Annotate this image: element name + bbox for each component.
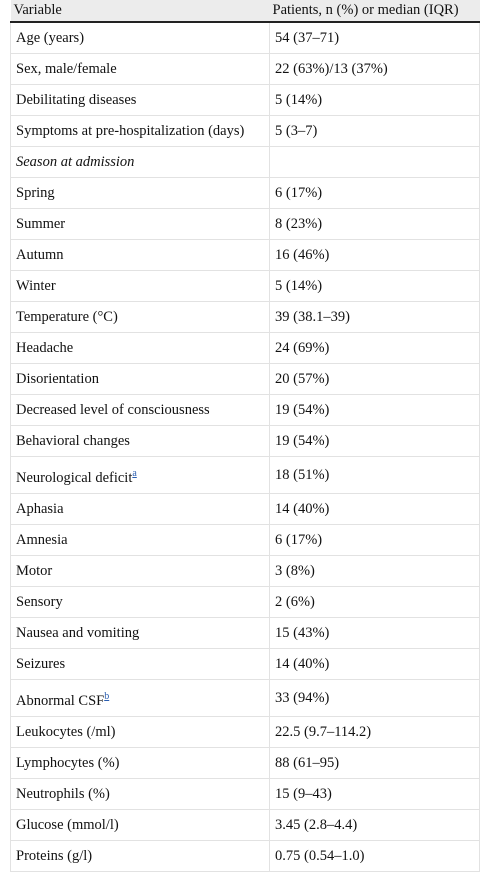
row-value: 24 (69%) xyxy=(270,333,480,364)
row-label-cell xyxy=(11,240,270,271)
table-row xyxy=(11,840,480,871)
row-label: Sex, male/female xyxy=(16,61,117,77)
row-label: Summer xyxy=(16,216,66,232)
table-body xyxy=(11,22,480,871)
table-row xyxy=(11,493,480,524)
row-label-cell xyxy=(11,116,270,147)
row-label: Winter xyxy=(16,278,56,294)
row-value: 39 (38.1–39) xyxy=(270,302,480,333)
row-label-cell xyxy=(11,617,270,648)
row-label: Season at admission xyxy=(16,154,135,170)
row-label: Leukocytes (/ml) xyxy=(16,723,116,740)
table-header-row xyxy=(11,0,480,22)
row-label: Glucose (mmol/l) xyxy=(16,816,119,833)
row-label: Decreased level of consciousness xyxy=(16,402,210,418)
row-label: Autumn xyxy=(16,247,64,263)
header-variable: Variable xyxy=(11,0,270,22)
row-value xyxy=(270,147,480,178)
row-value: 3.45 (2.8–4.4) xyxy=(270,809,480,840)
row-label-cell xyxy=(11,648,270,679)
row-value: 19 (54%) xyxy=(270,395,480,426)
header-patients: Patients, n (%) or median (IQR) xyxy=(270,0,480,22)
table-row xyxy=(11,209,480,240)
table-row xyxy=(11,457,480,494)
table-row xyxy=(11,271,480,302)
table-row xyxy=(11,648,480,679)
row-value: 14 (40%) xyxy=(270,648,480,679)
row-value: 19 (54%) xyxy=(270,426,480,457)
row-label-cell xyxy=(11,493,270,524)
row-value: 15 (9–43) xyxy=(270,778,480,809)
row-label-cell xyxy=(11,209,270,240)
table-row xyxy=(11,85,480,116)
row-value: 16 (46%) xyxy=(270,240,480,271)
row-label-cell xyxy=(11,333,270,364)
table-row xyxy=(11,426,480,457)
row-value: 5 (3–7) xyxy=(270,116,480,147)
row-value: 6 (17%) xyxy=(270,178,480,209)
row-label-cell xyxy=(11,426,270,457)
row-label-cell xyxy=(11,555,270,586)
table-row xyxy=(11,302,480,333)
table-row xyxy=(11,147,480,178)
row-label-cell xyxy=(11,22,270,54)
table-row xyxy=(11,240,480,271)
row-value: 5 (14%) xyxy=(270,271,480,302)
row-value: 14 (40%) xyxy=(270,493,480,524)
table-row xyxy=(11,116,480,147)
row-value: 3 (8%) xyxy=(270,555,480,586)
row-label-cell xyxy=(11,809,270,840)
row-label: Lymphocytes (%) xyxy=(16,754,120,771)
row-value: 88 (61–95) xyxy=(270,747,480,778)
row-label: Seizures xyxy=(16,655,66,672)
row-label: Amnesia xyxy=(16,531,68,548)
row-value: 54 (37–71) xyxy=(270,22,480,54)
table-row xyxy=(11,586,480,617)
table-row xyxy=(11,524,480,555)
table-row xyxy=(11,778,480,809)
row-label-cell xyxy=(11,302,270,333)
table-row xyxy=(11,395,480,426)
row-label: Nausea and vomiting xyxy=(16,624,140,641)
row-value: 15 (43%) xyxy=(270,617,480,648)
row-label-cell xyxy=(11,586,270,617)
table-row xyxy=(11,333,480,364)
table-row xyxy=(11,364,480,395)
row-label-cell xyxy=(11,716,270,747)
row-label-cell xyxy=(11,679,270,716)
table-row xyxy=(11,22,480,54)
row-label-cell xyxy=(11,271,270,302)
row-label: Disorientation xyxy=(16,371,99,387)
table-row xyxy=(11,809,480,840)
table-row xyxy=(11,178,480,209)
row-label-cell xyxy=(11,778,270,809)
row-label: Proteins (g/l) xyxy=(16,847,93,864)
row-label-cell xyxy=(11,178,270,209)
row-label-cell xyxy=(11,395,270,426)
table-row xyxy=(11,54,480,85)
row-value: 5 (14%) xyxy=(270,85,480,116)
table-row xyxy=(11,679,480,716)
row-label-cell xyxy=(11,457,270,494)
row-value: 0.75 (0.54–1.0) xyxy=(270,840,480,871)
row-value: 22.5 (9.7–114.2) xyxy=(270,716,480,747)
row-value: 33 (94%) xyxy=(270,679,480,716)
row-value: 2 (6%) xyxy=(270,586,480,617)
row-label: Behavioral changes xyxy=(16,433,130,449)
row-value: 20 (57%) xyxy=(270,364,480,395)
row-label: Symptoms at pre-hospitalization (days) xyxy=(16,123,245,139)
row-label-cell xyxy=(11,524,270,555)
row-label: Neurological deficit xyxy=(16,469,133,486)
row-value: 8 (23%) xyxy=(270,209,480,240)
row-label: Headache xyxy=(16,340,74,356)
row-label: Aphasia xyxy=(16,500,64,517)
footnote-link[interactable]: a xyxy=(132,468,137,479)
row-label-cell xyxy=(11,840,270,871)
row-label-cell xyxy=(11,85,270,116)
row-label-cell xyxy=(11,364,270,395)
row-label-cell xyxy=(11,147,270,178)
row-label-cell xyxy=(11,54,270,85)
row-label: Neutrophils (%) xyxy=(16,785,110,802)
table-row xyxy=(11,617,480,648)
table-row xyxy=(11,747,480,778)
row-label: Temperature (°C) xyxy=(16,309,118,325)
row-label: Abnormal CSF xyxy=(16,692,105,709)
table-container xyxy=(10,0,479,872)
table-row xyxy=(11,555,480,586)
footnote-link[interactable]: b xyxy=(104,690,110,702)
row-label: Age (years) xyxy=(16,30,85,46)
row-label-cell xyxy=(11,747,270,778)
row-value: 18 (51%) xyxy=(270,457,480,494)
patient-characteristics-table xyxy=(10,0,480,872)
row-label: Debilitating diseases xyxy=(16,92,137,108)
row-label: Sensory xyxy=(16,593,63,610)
row-label: Spring xyxy=(16,185,55,201)
row-value: 6 (17%) xyxy=(270,524,480,555)
table-row xyxy=(11,716,480,747)
row-value: 22 (63%)/13 (37%) xyxy=(270,54,480,85)
row-label: Motor xyxy=(16,562,53,579)
